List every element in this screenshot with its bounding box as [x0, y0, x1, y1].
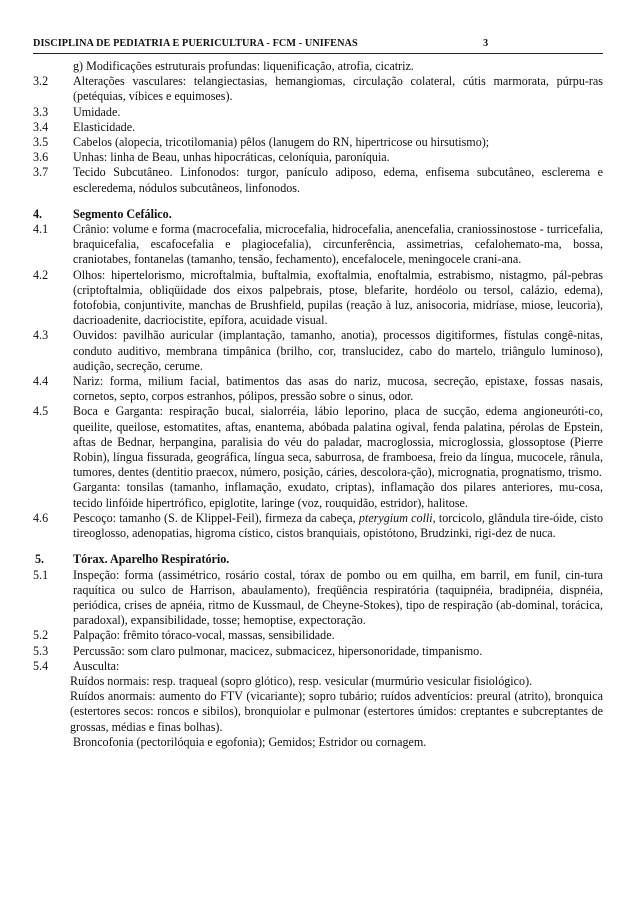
- item-number: 3.7: [33, 165, 49, 180]
- item-number: 5.2: [33, 628, 49, 643]
- item-text: Percussão: som claro pulmonar, macicez, submacicez, hipersonoridade, timpanismo.: [73, 643, 483, 658]
- item-text: g) Modificações estruturais profundas: liquenificação, atrofia, cicatriz.: [73, 59, 414, 73]
- item-text-part: , torcicolo, glândula tire-óide, cisto tireoglosso, adenopatias, higroma cístico, cistos branquiais, opistótono, Brudzinki, rigi-dez de nuca.: [73, 510, 603, 541]
- item-text: Crânio: volume e forma (macrocefalia, microcefalia, hidrocefalia, anencefalia, craniossinostose - turricefalia, braquicefalia, escafocefalia e plagiocefalia), circunferência, assimetrias, cefalohemato-ma, bossa, craniotabes, fontanelas (tamanho, tensão, fechamento), encefalocele, meningocele crani-ana.: [73, 222, 603, 267]
- item-number: 3.4: [33, 119, 49, 134]
- item-text-italic: pterygium colli: [358, 510, 433, 525]
- list-item: [33, 268, 603, 329]
- list-item: [33, 628, 603, 643]
- item-text: Boca e Garganta: respiração bucal, sialorréia, lábio leporino, placa de sucção, edema angioneuróti-co, queilite, queilose, estomatites, aftas, enantema, abóbada palatina ogival, fenda palatina, pérolas de Epstein, aftas de Bednar, herpangina, paralisia do véu do paladar, macroglossia, microglossia, glossoptose (Pierre Robin), língua fissurada, geográfica, língua seca, saburrosa, de framboesa, freio da língua, mucocele, rânula, tumores, dentes (dentitio praecox, número, posição, cáries, descolora-ção), micrognatia, prognatismo, trismo.: [73, 404, 603, 480]
- page-header: [33, 38, 603, 52]
- item-number: 4.6: [33, 510, 49, 525]
- item-number: 5.3: [33, 643, 49, 658]
- list-item: [33, 165, 603, 195]
- item-text: Tecido Subcutâneo. Linfonodos: turgor, panículo adiposo, edema, enfisema subcutâneo, esclerema e escleredema, nódulos subcutâneos, linfonodos.: [73, 165, 603, 195]
- item-text-part: Pescoço: tamanho (S. de Klippel-Feil), firmeza da cabeça,: [73, 510, 359, 525]
- item-text: Cabelos (alopecia, tricotilomania) pêlos (lanugem do RN, hipertricose ou hirsutismo);: [73, 135, 490, 150]
- item-number: 3.2: [33, 74, 49, 89]
- item-number: 4.2: [33, 267, 49, 282]
- list-item: [33, 374, 603, 404]
- section-title: Segmento Cefálico.: [73, 206, 172, 221]
- item-text: Garganta: tonsilas (tamanho, inflamação, exudato, criptas), inflamação dos pilares anteriores, mu-cosa, tecido linfóide hipertrófico, epiglotite, laringe (voz, rouquidão, estridor), halitose.: [73, 480, 603, 510]
- ausculta-broncofonia: Broncofonia (pectorilóquia e egofonia); Gemidos; Estridor ou cornagem.: [73, 734, 427, 749]
- list-item: [33, 59, 603, 74]
- item-text: Ouvidos: pavilhão auricular (implantação, tamanho, anotia), processos digitiformes, fístulas congê-nitas, conduto auditivo, membrana timpânica (brilho, cor, translucidez, cabo do martelo, triângulo luminoso), audição, secreção, cerume.: [73, 328, 603, 373]
- item-number: 4.5: [33, 404, 49, 419]
- section-number: 5.: [35, 552, 45, 567]
- item-text: Ausculta:: [73, 658, 120, 673]
- item-text: Inspeção: forma (assimétrico, rosário costal, tórax de pombo ou em quilha, em barril, em funil, cin-tura raquítica ou sulco de Harrison, abaulamento), freqüência respiratória (taquipnéia, bradipnéia, dispnéia, periódica, crises de apnéia, ritmo de Kussmaul, de Cheyne-Stokes), tipo de respiração (ab-dominal, torácica, paradoxal), expansibilidade, tosse; hemoptise, expectoração.: [73, 567, 603, 628]
- section-number: 4.: [33, 206, 43, 221]
- list-item: [33, 135, 603, 150]
- header-title: DISCIPLINA DE PEDIATRIA E PUERICULTURA - FCM - UNIFENAS: [33, 38, 358, 49]
- item-number: 3.6: [33, 150, 49, 165]
- item-number: 4.1: [33, 222, 49, 237]
- item-text: Nariz: forma, milium facial, batimentos das asas do nariz, mucosa, secreção, epistaxe, fossas nasais, cornetos, septo, corpos estranhos, pólipos, pressão sobre o sinus, odor.: [73, 374, 603, 404]
- item-text: Umidade.: [73, 104, 121, 119]
- list-item: [33, 659, 603, 674]
- section-heading-5: [33, 552, 603, 567]
- item-number: 5.1: [33, 567, 49, 582]
- list-item: [33, 328, 603, 374]
- item-text: Olhos: hipertelorismo, microftalmia, buftalmia, exoftalmia, enoftalmia, estrabismo, nistagmo, pál-pebras (criptoftalmia, obliqüidade dos eixos palpebrais, ptose, blefarite, hordéolo ou tersol, calázio, edema), fotofobia, conjuntivite, manchas de Brushfield, pupilas (reação à luz, anisocoria, midríase, miose, leucoria), dacrioadenite, dacriocistite, epífora, acuidade visual.: [73, 267, 603, 328]
- section-heading-4: [33, 207, 603, 222]
- item-text: Unhas: linha de Beau, unhas hipocráticas, celoníquia, paroníquia.: [73, 150, 390, 165]
- list-item: [33, 150, 603, 165]
- document-body: [33, 59, 603, 750]
- list-item: [33, 480, 603, 510]
- item-text: Palpação: frêmito tóraco-vocal, massas, sensibilidade.: [73, 628, 335, 643]
- header-rule: [33, 53, 603, 54]
- item-number: 4.3: [33, 328, 49, 343]
- item-text: Alterações vasculares: telangiectasias, hemangiomas, circulação colateral, cútis marmorata, púrpu-ras (petéquias, víbices e equimoses).: [73, 74, 603, 104]
- list-item: [33, 120, 603, 135]
- list-item: [33, 404, 603, 480]
- item-number: 5.4: [33, 658, 49, 673]
- page-number: 3: [483, 38, 489, 49]
- list-item: [33, 74, 603, 104]
- list-item: [33, 222, 603, 268]
- list-item: [33, 644, 603, 659]
- ausculta-ruidos-normais: Ruídos normais: resp. traqueal (sopro glótico), resp. vesicular (murmúrio vesicular fisiológico).: [70, 673, 533, 688]
- ausculta-ruidos-anormais: Ruídos anormais: aumento do FTV (vicariante); sopro tubário; ruídos adventícios: preural (atrito), bronquica (estertores secos: roncos e sibilos), bronquiolar e pulmonar (estertores úmidos: creptantes e subcreptantes de grossas, médias e finas bolhas).: [70, 689, 603, 734]
- item-number: 3.5: [33, 135, 49, 150]
- list-item: [33, 568, 603, 629]
- item-number: 3.3: [33, 104, 49, 119]
- item-text: Elasticidade.: [73, 119, 136, 134]
- list-item: [33, 511, 603, 541]
- section-title: Tórax. Aparelho Respiratório.: [73, 552, 230, 567]
- list-item: [33, 105, 603, 120]
- item-text: [73, 511, 603, 540]
- item-number: 4.4: [33, 374, 49, 389]
